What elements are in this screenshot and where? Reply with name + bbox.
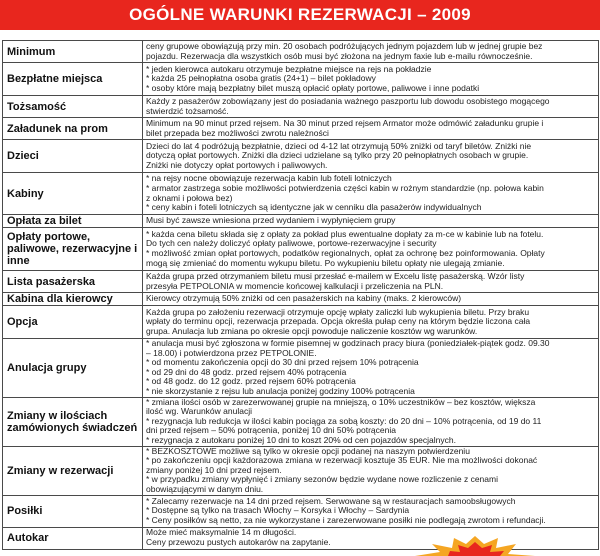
term-description <box>143 306 599 339</box>
term-line: zmiany poniżej 10 dni przed rejsem. <box>146 465 282 475</box>
term-description <box>143 495 599 527</box>
term-label: Autokar <box>3 527 143 549</box>
terms-row <box>3 495 599 527</box>
term-description <box>143 140 599 173</box>
term-line: dni przed rejsem – 50% potrącenia, poniżej 10 dni 50% potrącenia <box>146 426 396 436</box>
term-label: Lista pasażerska <box>3 271 143 293</box>
terms-row <box>3 306 599 339</box>
term-description <box>143 63 599 96</box>
term-description <box>143 96 599 118</box>
term-label: Posiłki <box>3 495 143 527</box>
term-label: Opłata za bilet <box>3 215 143 228</box>
term-line: * nie skorzystanie z rejsu lub anulacja poniżej godziny 100% potrącenia <box>146 386 415 396</box>
term-line: Każdy z pasażerów zobowiązany jest do posiadania ważnego paszportu lub dowodu osobistego mogącego <box>146 96 550 106</box>
term-line: Kierowcy otrzymują 50% zniżki od cen pasażerskich na kabiny (maks. 2 kierowców) <box>146 294 462 304</box>
term-line: Do tych cen należy doliczyć opłaty paliwowe, portowe-rezerwacyjne i security <box>146 239 437 249</box>
term-line: obowiązującymi w danym dniu. <box>146 484 264 494</box>
term-line: Każda grupa przed otrzymaniem biletu musi przesłać e-mailem w Excelu listę pasażerską. Wzór listy <box>146 271 525 281</box>
term-line: * anulacja musi być zgłoszona w formie pisemnej w godzinach pracy biura (poniedziałek-piątek godz. 09.30 <box>146 339 550 348</box>
term-label: Anulacja grupy <box>3 339 143 398</box>
terms-row <box>3 215 599 228</box>
term-label: Bezpłatne miejsca <box>3 63 143 96</box>
term-description <box>143 293 599 306</box>
term-line: * od 48 godz. do 12 godz. przed rejsem 60% potrącenia <box>146 377 356 387</box>
term-line: * BEZKOSZTOWE możliwe są tylko w okresie opcji podanej na naszym potwierdzeniu <box>146 446 470 456</box>
term-line: stwierdzić tożsamość. <box>146 106 229 116</box>
term-label: Kabiny <box>3 173 143 215</box>
term-line: * osoby które mają bezpłatny bilet muszą opłacić opłaty portowe, paliwowe i inne podatki <box>146 83 480 93</box>
term-line: * rezygnacja lub redukcja w ilości kabin pociąga za sobą koszty: do 20 dni – 10% potrącenia, od 19 do 11 <box>146 416 542 426</box>
term-description <box>143 397 599 446</box>
term-label: Opłaty portowe, paliwowe, rezerwacyjne i inne <box>3 228 143 271</box>
term-line: * na rejsy nocne obowiązuje rezerwacja kabin lub foteli lotniczych <box>146 174 392 184</box>
term-description <box>143 228 599 271</box>
term-line: ceny grupowe obowiązują przy min. 20 osobach podróżujących jednym pojazdem lub w jednej grupie bez <box>146 41 543 51</box>
term-description <box>143 118 599 140</box>
term-line: * każda cena biletu składa się z opłaty za pokład plus ewentualne dopłaty za m-ce w kabinie lub na fotelu. <box>146 229 544 239</box>
term-label: Tożsamość <box>3 96 143 118</box>
term-line: ilość wg. Warunków anulacji <box>146 407 252 417</box>
terms-row <box>3 271 599 293</box>
term-line: dotyczą opłat portowych. Zniżki dla dzieci udzielane są tylko przy 20 pełnopłatnych osobach w grupie. <box>146 151 529 161</box>
term-line: Zniżki nie dotyczy opłat portowych i paliwowych. <box>146 160 328 170</box>
term-line: * jeden kierowca autokaru otrzymuje bezpłatne miejsce na rejs na pokładzie <box>146 64 432 74</box>
term-line: * Dostępne są tylko na trasach Włochy – Korsyka i Włochy – Sardynia <box>146 506 410 516</box>
term-line: z oknami i połowa bez) <box>146 193 233 203</box>
term-line: * Zalecamy rezerwacje na 14 dni przed rejsem. Serwowane są w restauracjach samoobsługowych <box>146 496 516 506</box>
term-line: – 18.00) i potwierdzona przez PETPOLONIE. <box>146 348 317 358</box>
terms-row <box>3 397 599 446</box>
term-line: bilet przepada bez możliwości zwrotu należności <box>146 128 329 138</box>
term-description <box>143 271 599 293</box>
term-line: * od momentu zakończenia opcji do 30 dni przed rejsem 10% potrącenia <box>146 358 419 368</box>
terms-table <box>2 40 599 550</box>
terms-row <box>3 140 599 173</box>
term-line: * armator zastrzega sobie możliwości potwierdzenia części kabin w rożnym standardzie (np. połowa kabin <box>146 183 544 193</box>
term-label: Kabina dla kierowcy <box>3 293 143 306</box>
term-line: pojazdu. Rezerwacja dla wszystkich osób musi być złożona na jednym faxie lub e-mailu równocześnie. <box>146 51 533 61</box>
term-line: * możliwość zmian opłat portowych, podatków regionalnych, opłat za ochronę bez poinformowania. Opłaty <box>146 249 545 258</box>
term-label: Załadunek na prom <box>3 118 143 140</box>
terms-row <box>3 228 599 271</box>
term-line: Każda grupa po założeniu rezerwacji otrzymuje opcję wpłaty zaliczki lub wykupienia biletu. Przy braku <box>146 307 530 317</box>
terms-row <box>3 173 599 215</box>
terms-row <box>3 63 599 96</box>
terms-row <box>3 339 599 398</box>
term-label: Minimum <box>3 41 143 63</box>
term-line: Ceny przewozu pustych autokarów na zapytanie. <box>146 538 331 547</box>
term-line: * ceny kabin i foteli lotniczych są identyczne jak w cenniku dla pasażerów indywidualnych <box>146 203 482 213</box>
term-line: mogą się zmieniać do momentu wykupu biletu. Po wykupieniu biletu opłaty nie ulegają zmianie. <box>146 258 505 268</box>
starburst-decoration <box>400 536 550 556</box>
terms-row <box>3 118 599 140</box>
term-line: Dzieci do lat 4 podróżują bezpłatnie, dzieci od 4-12 lat otrzymują 50% zniżki od taryf biletów. Zniżki nie <box>146 141 532 151</box>
term-line: * Ceny posiłków są netto, za nie wykorzystane i zarezerwowane posiłki nie podlegają zwrotom i refundacji. <box>146 515 546 525</box>
terms-row <box>3 41 599 63</box>
term-line: Minimum na 90 minut przed rejsem. Na 30 minut przed rejsem Armator może odmówić załadunku grupie i <box>146 118 544 128</box>
term-label: Zmiany w ilościach zamówionych świadczeń <box>3 397 143 446</box>
term-line: * od 29 dni do 48 godz. przed rejsem 40% potrącenia <box>146 367 347 377</box>
term-description <box>143 173 599 215</box>
term-description <box>143 41 599 63</box>
term-line: wpłaty do terminu opcji, rezerwacja przepada. Opcja okreśła pułap ceny na którym będzie liczona cała <box>146 317 531 327</box>
terms-row <box>3 96 599 118</box>
term-label: Zmiany w rezerwacji <box>3 446 143 495</box>
term-description <box>143 446 599 495</box>
term-line: * w przypadku zmiany wypłynięć i zmiany sezonów będzie wydane nowe rozliczenie z cenami <box>146 475 498 485</box>
term-line: * zmiana ilości osób w zarezerwowanej grupie na mniejszą, o 10% uczestników – bez kosztów, większa <box>146 397 536 407</box>
term-description <box>143 215 599 228</box>
terms-row <box>3 293 599 306</box>
term-line: Może mieć maksymalnie 14 m długości. <box>146 528 297 538</box>
term-label: Opcja <box>3 306 143 339</box>
term-line: przesyła PETPOLONIA w momencie końcowej kalkulacji i przeliczenia na PLN. <box>146 281 444 291</box>
term-line: grupa. Anulacja lub zmiana po okresie opcji powoduje naliczenie kosztów wg warunków. <box>146 326 478 336</box>
term-label: Dzieci <box>3 140 143 173</box>
term-line: * rezygnacja z autokaru poniżej 10 dni to koszt 20% od cen pojazdów specjalnych. <box>146 435 456 445</box>
term-description <box>143 339 599 398</box>
page-header <box>0 0 600 30</box>
term-line: Musi być zawsze wniesiona przed wydaniem i wypłynięciem grupy <box>146 216 396 226</box>
term-line: * po zakończeniu opcji każdorazowa zmiana w rezerwacji kosztuje 35 EUR. Nie ma możliwości dokonać <box>146 456 538 466</box>
terms-row <box>3 446 599 495</box>
page-title: OGÓLNE WARUNKI REZERWACJI – 2009 <box>129 5 471 24</box>
term-line: * każda 25 pełnopłatna osoba gratis (24+1) – bilet pokładowy <box>146 74 376 84</box>
